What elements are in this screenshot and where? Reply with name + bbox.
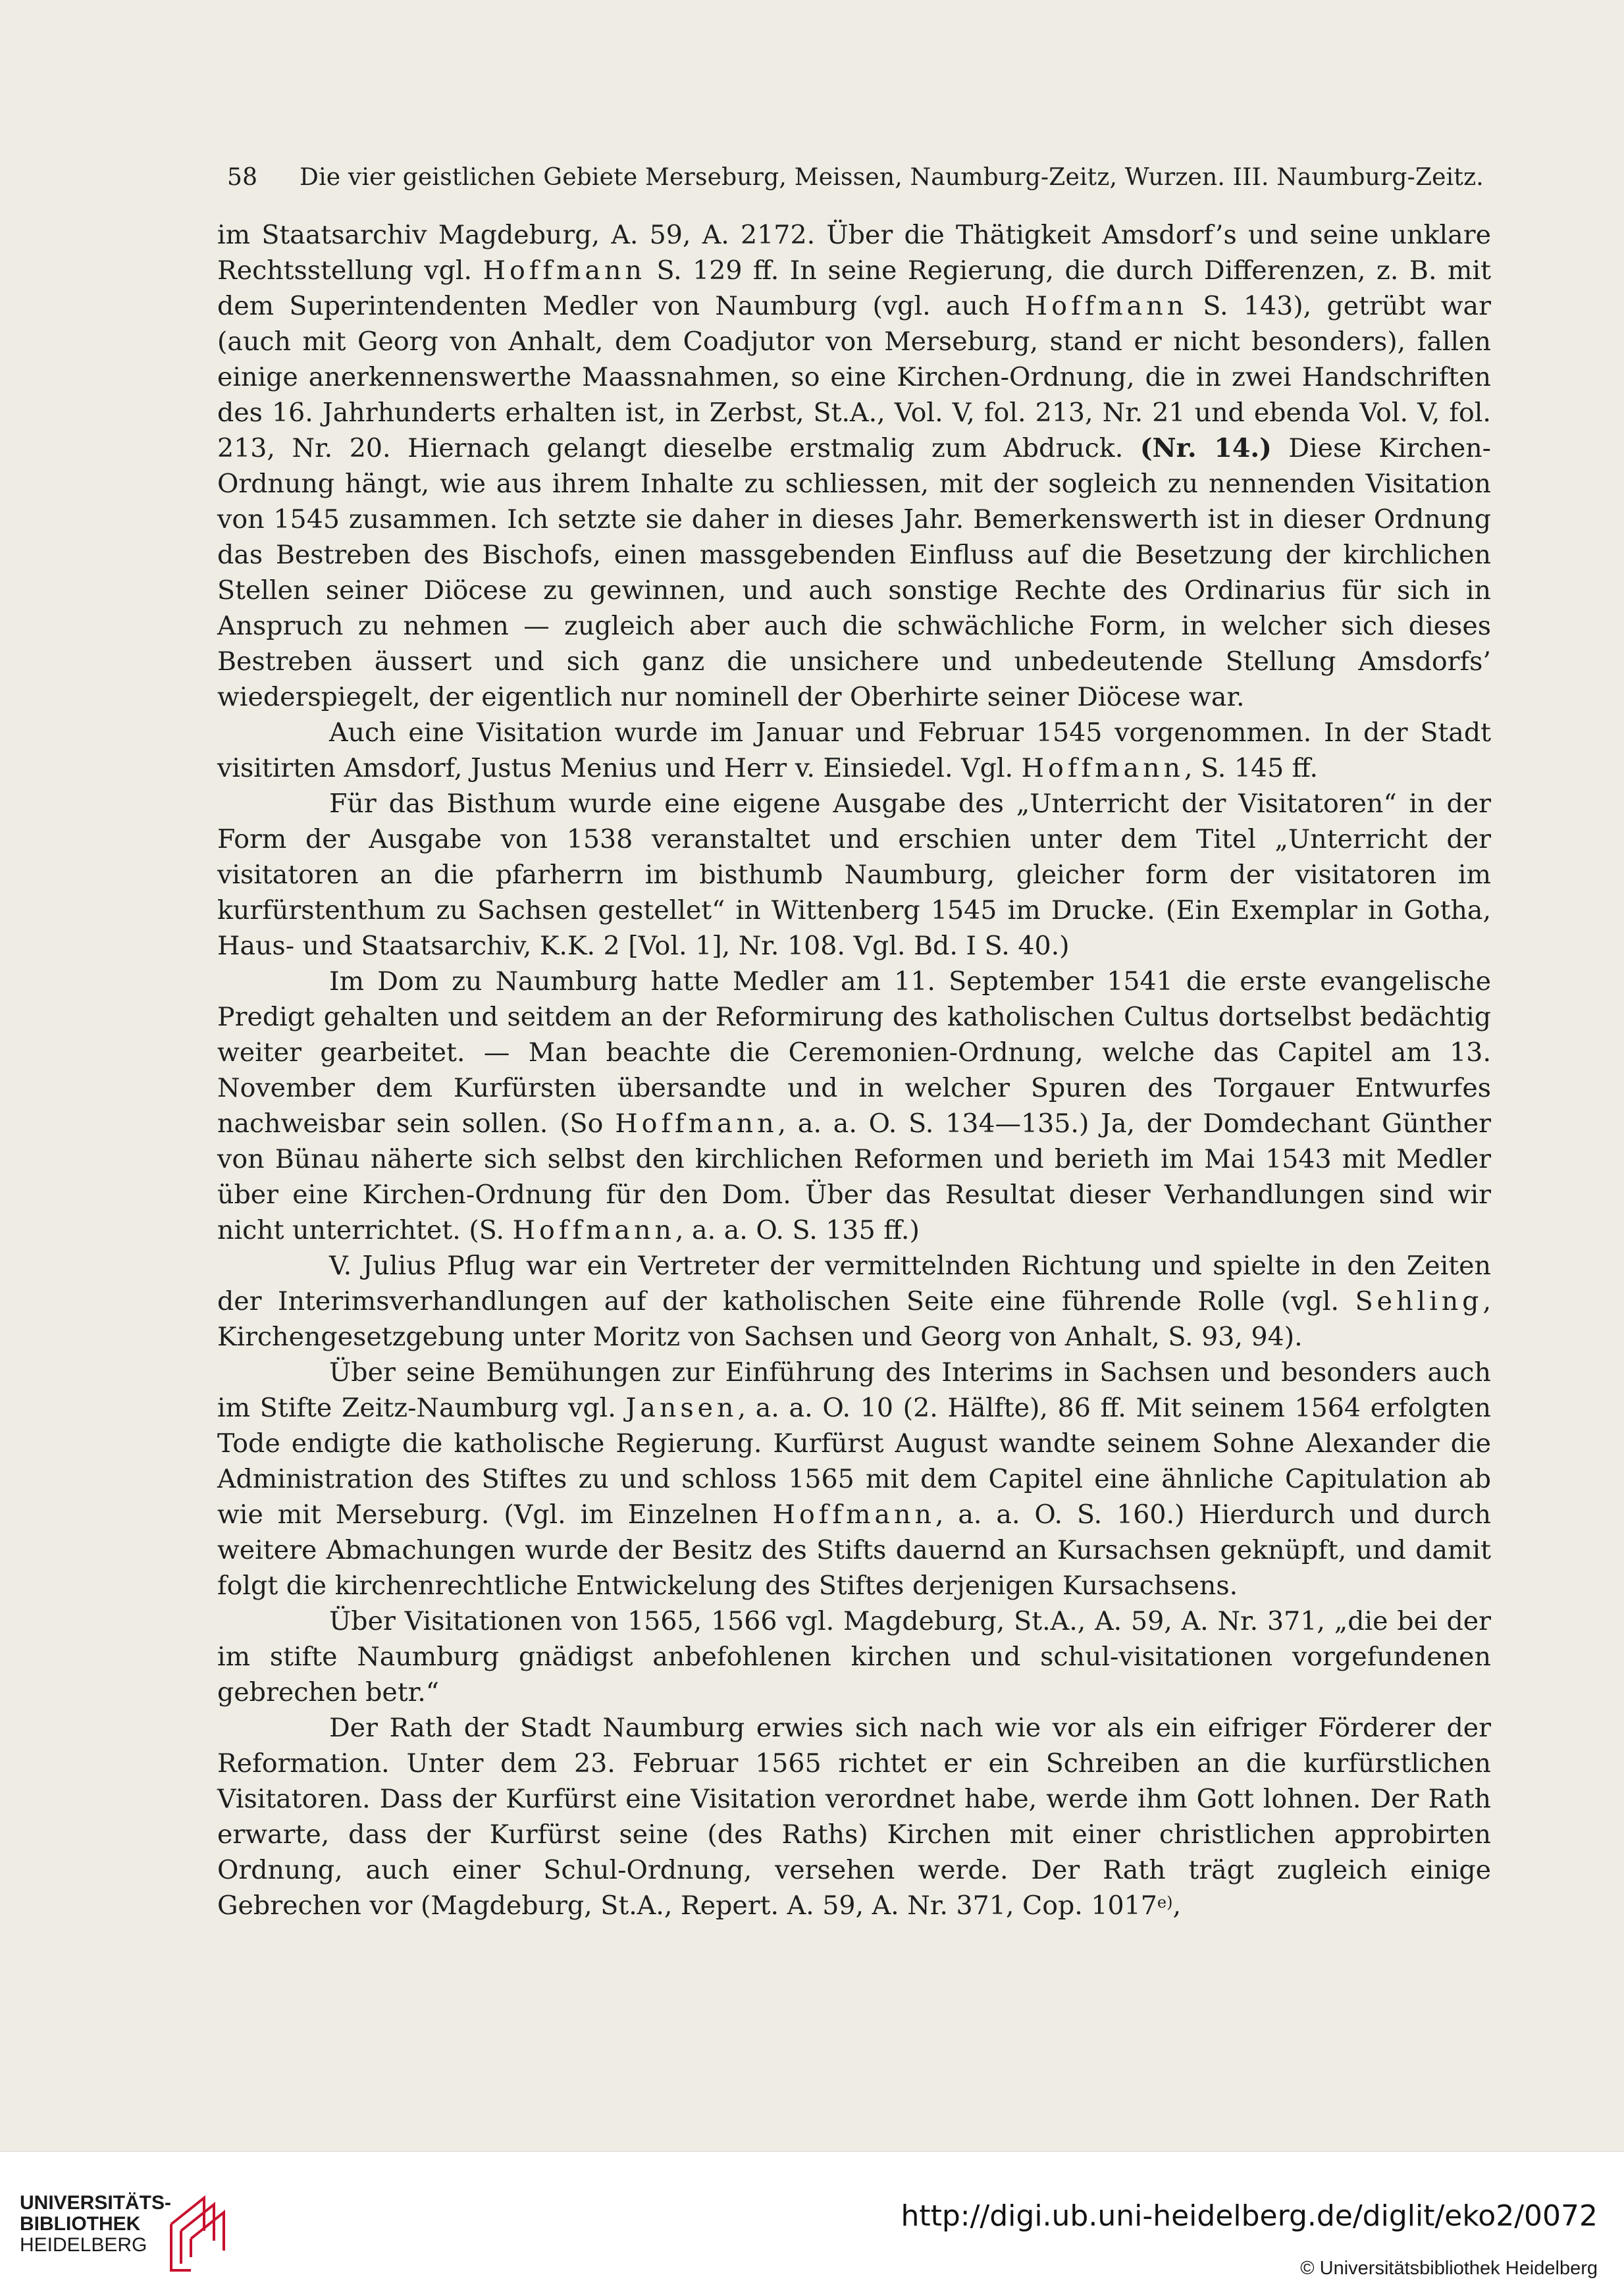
running-title: Die vier geistlichen Gebiete Merseburg, Meissen, Naumburg-Zeitz, Wurzen. III. Naumburg-Zeitz. <box>300 164 1484 191</box>
text-run: , Kirchengesetzgebung unter Moritz von Sachsen und Georg von Anhalt, S. 93, 94). <box>217 1286 1491 1352</box>
document-number: (Nr. 14.) <box>1139 433 1272 463</box>
text-run: , a. a. O. 10 (2. Hälfte), 86 ff. Mit seinem 1564 erfolgten Tode endigte die katholische Regierung. Kurfürst August wandte seinem Sohne Alexander die Administration des Stiftes zu und schloss 1565 mit dem Capitel eine ähnliche Capitulation ab wie mit Merseburg. (Vgl. im Einzelnen <box>217 1393 1491 1530</box>
body-paragraph <box>217 1248 1491 1355</box>
spaced-author-name: Hoffmann <box>615 1108 778 1139</box>
logo-line-2: BIBLIOTHEK <box>20 2213 141 2235</box>
viewer-footer <box>0 2151 1624 2294</box>
body-paragraph <box>217 786 1491 964</box>
text-run: Über Visitationen von 1565, 1566 vgl. Magdeburg, St.A., A. 59, A. Nr. 371, „die bei der im stifte Naumburg gnädigst anbefohlenen kirchen und schul-visitationen vorgefundenen gebrechen betr.“ <box>217 1606 1491 1707</box>
footnote-marker: e) <box>1157 1893 1173 1912</box>
permalink-url[interactable]: http://digi.ub.uni-heidelberg.de/diglit/eko2/0072 <box>901 2199 1598 2233</box>
library-emblem-icon <box>165 2191 237 2277</box>
library-logo[interactable] <box>20 2191 237 2283</box>
spaced-author-name: Hoffmann <box>1021 753 1184 783</box>
spaced-author-name: Hoffmann <box>512 1215 675 1245</box>
body-paragraph <box>217 1603 1491 1710</box>
text-run: , a. a. O. S. 160.) Hierdurch und durch weitere Abmachungen wurde der Besitz des Stifts dauernd an Kursachsen geknüpft, und damit folgt die kirchenrechtliche Entwickelung des Stiftes derjenigen Kursachsens. <box>217 1499 1492 1601</box>
spaced-author-name: Hoffmann <box>772 1499 935 1530</box>
text-run: Diese Kirchen-Ordnung hängt, wie aus ihrem Inhalte zu schliessen, mit der sogleich zu nennenden Visitation von 1545 zusammen. Ich setzte sie daher in dieses Jahr. Bemerkenswerth ist in dieser Ordnung das Bestreben des Bischofs, einen massgebenden Einfluss auf die Besetzung der kirchlichen Stellen seiner Diöcese zu gewinnen, und auch sonstige Rechte des Ordinarius für sich in Anspruch zu nehmen — zugleich aber auch die schwächliche Form, in welcher sich dieses Bestreben äussert und sich ganz die unsichere und unbedeutende Stellung Amsdorfs’ wiederspiegelt, der eigentlich nur nominell der Oberhirte seiner Diöcese war. <box>217 433 1492 712</box>
spaced-author-name: Hoffmann <box>1024 291 1188 321</box>
text-run: Für das Bisthum wurde eine eigene Ausgabe des „Unterricht der Visitatoren“ in der Form der Ausgabe von 1538 veranstaltet und erschien unter dem Titel „Unterricht der visitatoren an die pfarherrn im bisthumb Naumburg, gleicher form der visitatoren im kurfürstenthum zu Sachsen gestellet“ in Wittenberg 1545 im Drucke. (Ein Exemplar in Gotha, Haus- und Staatsarchiv, K.K. 2 [Vol. 1], Nr. 108. Vgl. Bd. I S. 40.) <box>217 789 1491 961</box>
running-head <box>227 163 1484 192</box>
text-run: Über seine Bemühungen zur Einführung des Interims in Sachsen und besonders auch im Stifte Zeitz-Naumburg vgl. <box>217 1357 1491 1423</box>
spaced-author-name: Hoffmann <box>483 255 646 286</box>
body-paragraph <box>217 1355 1491 1603</box>
body-paragraph <box>217 715 1491 786</box>
body-paragraph <box>217 964 1491 1248</box>
body-paragraph <box>217 217 1491 715</box>
text-run: , a. a. O. S. 135 ff.) <box>675 1215 920 1245</box>
spaced-author-name: Jansen <box>625 1393 738 1423</box>
text-run: Auch eine Visitation wurde im Januar und Februar 1545 vorgenommen. In der Stadt visitirten Amsdorf, Justus Menius und Herr v. Einsiedel. Vgl. <box>217 717 1491 783</box>
text-run: S. 143), getrübt war (auch mit Georg von Anhalt, dem Coadjutor von Merseburg, stand er nicht besonders), fallen einige anerkennenswerthe Maassnahmen, so eine Kirchen-Ordnung, die in zwei Handschriften des 16. Jahrhunderts erhalten ist, in Zerbst, St.A., Vol. V, fol. 213, Nr. 21 und ebenda Vol. V, fol. 213, Nr. 20. Hiernach gelangt dieselbe erstmalig zum Abdruck. <box>217 291 1491 463</box>
text-run: Im Dom zu Naumburg hatte Medler am 11. September 1541 die erste evangelische Predigt gehalten und seitdem an der Reformirung des katholischen Cultus dortselbst bedächtig weiter gearbeitet. — Man beachte die Ceremonien-Ordnung, welche das Capitel am 13. November dem Kurfürsten übersandte und in welcher Spuren des Torgauer Entwurfes nachweisbar sein sollen. (So <box>217 966 1491 1139</box>
copyright-notice: © Universitätsbibliothek Heidelberg <box>1300 2258 1598 2279</box>
spaced-author-name: Sehling <box>1355 1286 1483 1316</box>
text-run: , <box>1172 1890 1182 1921</box>
page-number: 58 <box>227 164 258 191</box>
text-run: S. 129 ff. In seine Regierung, die durch Differenzen, z. B. mit dem Superintendenten Medler von Naumburg (vgl. auch <box>217 255 1491 321</box>
body-paragraph <box>217 1710 1491 1923</box>
text-run: V. Julius Pflug war ein Vertreter der vermittelnden Richtung und spielte in den Zeiten der Interimsverhandlungen auf der katholischen Seite eine führende Rolle (vgl. <box>217 1251 1491 1316</box>
text-run: , a. a. O. S. 134—135.) Ja, der Domdechant Günther von Bünau näherte sich selbst den kirchlichen Reformen und berieth im Mai 1543 mit Medler über eine Kirchen-Ordnung für den Dom. Über das Resultat dieser Verhandlungen sind wir nicht unterrichtet. (S. <box>217 1108 1491 1245</box>
logo-wordmark <box>20 2193 171 2256</box>
body-text <box>217 217 1491 1923</box>
text-run: , S. 145 ff. <box>1184 753 1319 783</box>
logo-line-1: UNIVERSITÄTS- <box>20 2192 172 2214</box>
text-run: Der Rath der Stadt Naumburg erwies sich nach wie vor als ein eifriger Förderer der Reformation. Unter dem 23. Februar 1565 richtet er ein Schreiben an die kurfürstlichen Visitatoren. Dass der Kurfürst eine Visitation verordnet habe, werde ihm Gott lohnen. Der Rath erwarte, dass der Kurfürst seine (des Raths) Kirchen mit einer christlichen approbirten Ordnung, auch einer Schul-Ordnung, versehen werde. Der Rath trägt zugleich einige Gebrechen vor (Magdeburg, St.A., Repert. A. 59, A. Nr. 371, Cop. 1017 <box>217 1713 1491 1921</box>
logo-line-3: HEIDELBERG <box>20 2234 147 2256</box>
text-run: im Staatsarchiv Magdeburg, A. 59, A. 2172. Über die Thätigkeit Amsdorf’s und seine unklare Rechtsstellung vgl. <box>217 220 1491 286</box>
